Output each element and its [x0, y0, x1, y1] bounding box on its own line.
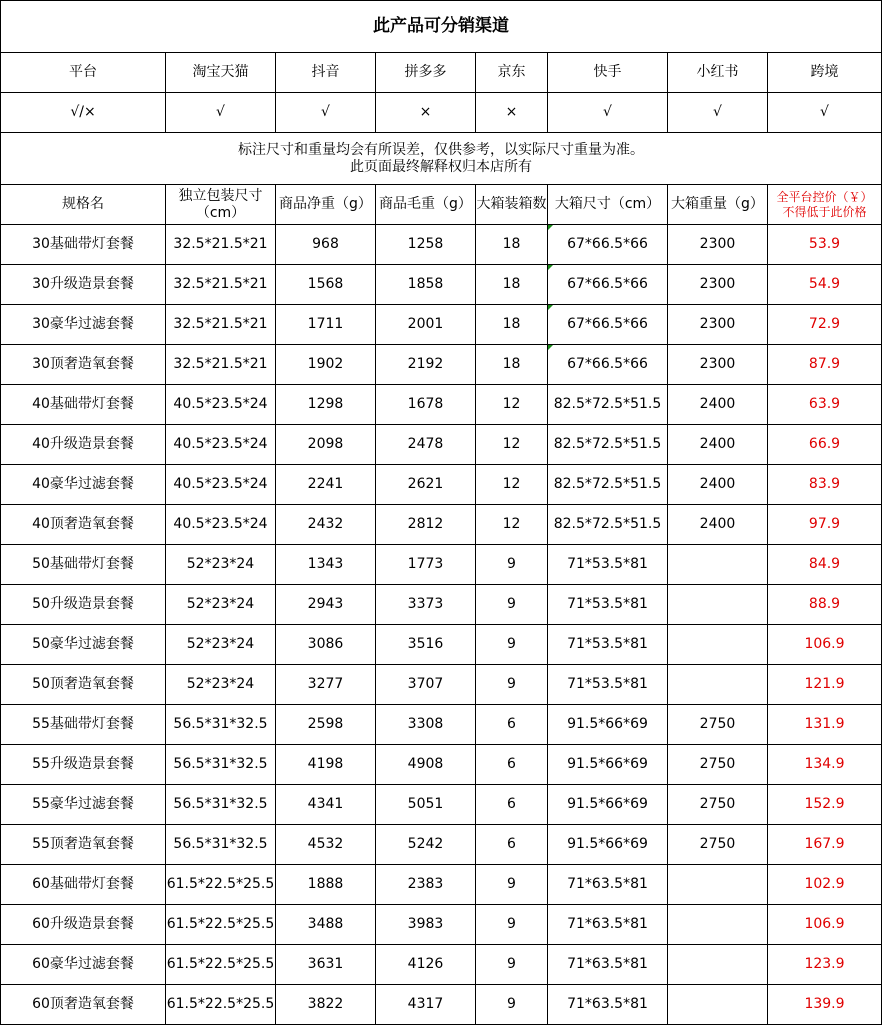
cell-pack-size: 52*23*24	[166, 545, 276, 585]
cell-net-weight: 1888	[276, 865, 376, 905]
col-header-box-size: 大箱尺寸（cm）	[548, 185, 668, 225]
cell-net-weight: 2241	[276, 465, 376, 505]
cell-box-size: 82.5*72.5*51.5	[548, 505, 668, 545]
cell-pack-size: 56.5*31*32.5	[166, 785, 276, 825]
platform-taobao: 淘宝天猫	[166, 53, 276, 93]
availability-xiaohongshu: √	[668, 93, 768, 133]
cell-name: 30基础带灯套餐	[1, 225, 166, 265]
cell-box-size: 71*63.5*81	[548, 945, 668, 985]
cell-price: 54.9	[768, 265, 882, 305]
note-row	[1, 133, 882, 185]
cell-net-weight: 2598	[276, 705, 376, 745]
cell-box-weight: 2750	[668, 785, 768, 825]
cell-name: 60基础带灯套餐	[1, 865, 166, 905]
cell-name: 60升级造景套餐	[1, 905, 166, 945]
cell-price: 53.9	[768, 225, 882, 265]
cell-price: 139.9	[768, 985, 882, 1025]
cell-name: 50顶奢造氧套餐	[1, 665, 166, 705]
table-row	[1, 425, 882, 465]
cell-price: 83.9	[768, 465, 882, 505]
cell-net-weight: 4341	[276, 785, 376, 825]
col-header-box-weight: 大箱重量（g）	[668, 185, 768, 225]
cell-box-weight: 2750	[668, 825, 768, 865]
cell-name: 55豪华过滤套餐	[1, 785, 166, 825]
cell-net-weight: 968	[276, 225, 376, 265]
cell-price: 72.9	[768, 305, 882, 345]
cell-price: 88.9	[768, 585, 882, 625]
cell-gross-weight: 4126	[376, 945, 476, 985]
cell-box-size: 91.5*66*69	[548, 825, 668, 865]
availability-kuaishou: √	[548, 93, 668, 133]
platform-row	[1, 53, 882, 93]
cell-net-weight: 1298	[276, 385, 376, 425]
availability-douyin: √	[276, 93, 376, 133]
cell-box-size: 67*66.5*66	[548, 305, 668, 345]
cell-gross-weight: 1773	[376, 545, 476, 585]
cell-box-weight	[668, 665, 768, 705]
table-row	[1, 465, 882, 505]
cell-pack-size: 52*23*24	[166, 665, 276, 705]
cell-box-size: 91.5*66*69	[548, 745, 668, 785]
table-row	[1, 705, 882, 745]
platform-jd: 京东	[476, 53, 548, 93]
cell-box-weight: 2300	[668, 265, 768, 305]
cell-gross-weight: 2383	[376, 865, 476, 905]
availability-pinduoduo: ×	[376, 93, 476, 133]
cell-gross-weight: 3516	[376, 625, 476, 665]
cell-pack-size: 56.5*31*32.5	[166, 745, 276, 785]
cell-box-count: 9	[476, 945, 548, 985]
cell-name: 60顶奢造氧套餐	[1, 985, 166, 1025]
cell-pack-size: 61.5*22.5*25.5	[166, 865, 276, 905]
note-line-2: 此页面最终解释权归本店所有	[350, 158, 532, 175]
cell-box-weight	[668, 905, 768, 945]
cell-net-weight: 2943	[276, 585, 376, 625]
cell-price: 84.9	[768, 545, 882, 585]
cell-box-size: 82.5*72.5*51.5	[548, 385, 668, 425]
cell-price: 106.9	[768, 905, 882, 945]
cell-box-size: 71*63.5*81	[548, 985, 668, 1025]
cell-name: 30顶奢造氧套餐	[1, 345, 166, 385]
header-row	[1, 185, 882, 225]
cell-name: 55基础带灯套餐	[1, 705, 166, 745]
cell-box-weight	[668, 545, 768, 585]
cell-gross-weight: 2621	[376, 465, 476, 505]
cell-box-count: 6	[476, 745, 548, 785]
cell-price: 131.9	[768, 705, 882, 745]
cell-net-weight: 4198	[276, 745, 376, 785]
cell-gross-weight: 4317	[376, 985, 476, 1025]
cell-pack-size: 61.5*22.5*25.5	[166, 945, 276, 985]
cell-box-count: 18	[476, 225, 548, 265]
col-header-gross-weight: 商品毛重（g）	[376, 185, 476, 225]
note-line-1: 标注尺寸和重量均会有所误差，仅供参考，以实际尺寸重量为准。	[238, 141, 644, 158]
cell-price: 167.9	[768, 825, 882, 865]
col-header-name: 规格名	[1, 185, 166, 225]
table-row	[1, 945, 882, 985]
cell-pack-size: 40.5*23.5*24	[166, 385, 276, 425]
cell-box-weight: 2750	[668, 705, 768, 745]
cell-box-weight: 2300	[668, 305, 768, 345]
cell-box-count: 9	[476, 585, 548, 625]
cell-price: 102.9	[768, 865, 882, 905]
cell-net-weight: 2098	[276, 425, 376, 465]
cell-name: 30豪华过滤套餐	[1, 305, 166, 345]
cell-box-weight: 2400	[668, 385, 768, 425]
table-row	[1, 385, 882, 425]
cell-price: 97.9	[768, 505, 882, 545]
cell-net-weight: 1711	[276, 305, 376, 345]
cell-pack-size: 61.5*22.5*25.5	[166, 905, 276, 945]
cell-net-weight: 3822	[276, 985, 376, 1025]
cell-box-count: 18	[476, 345, 548, 385]
availability-taobao: √	[166, 93, 276, 133]
table-row	[1, 625, 882, 665]
cell-name: 30升级造景套餐	[1, 265, 166, 305]
cell-box-weight: 2300	[668, 345, 768, 385]
platform-xiaohongshu: 小红书	[668, 53, 768, 93]
cell-price: 87.9	[768, 345, 882, 385]
cell-price: 152.9	[768, 785, 882, 825]
cell-price: 63.9	[768, 385, 882, 425]
cell-box-size: 91.5*66*69	[548, 705, 668, 745]
cell-net-weight: 3277	[276, 665, 376, 705]
cell-box-size: 71*53.5*81	[548, 545, 668, 585]
cell-box-count: 6	[476, 785, 548, 825]
table-row	[1, 865, 882, 905]
cell-pack-size: 40.5*23.5*24	[166, 425, 276, 465]
cell-box-count: 9	[476, 625, 548, 665]
cell-box-size: 71*63.5*81	[548, 865, 668, 905]
cell-box-count: 9	[476, 545, 548, 585]
table-row	[1, 505, 882, 545]
table-row	[1, 905, 882, 945]
cell-box-size: 91.5*66*69	[548, 785, 668, 825]
cell-box-size: 67*66.5*66	[548, 225, 668, 265]
cell-box-count: 9	[476, 865, 548, 905]
cell-box-size: 67*66.5*66	[548, 265, 668, 305]
availability-jd: ×	[476, 93, 548, 133]
table-row	[1, 745, 882, 785]
cell-box-count: 12	[476, 425, 548, 465]
cell-name: 50豪华过滤套餐	[1, 625, 166, 665]
cell-gross-weight: 2192	[376, 345, 476, 385]
page-title: 此产品可分销渠道	[1, 1, 882, 53]
cell-gross-weight: 4908	[376, 745, 476, 785]
cell-box-weight	[668, 985, 768, 1025]
cell-net-weight: 1902	[276, 345, 376, 385]
cell-gross-weight: 3983	[376, 905, 476, 945]
cell-gross-weight: 2812	[376, 505, 476, 545]
table-row	[1, 825, 882, 865]
col-header-pack-size: 独立包装尺寸（cm）	[166, 185, 276, 225]
cell-box-weight: 2400	[668, 425, 768, 465]
cell-box-size: 82.5*72.5*51.5	[548, 425, 668, 465]
cell-box-size: 71*63.5*81	[548, 905, 668, 945]
cell-box-count: 9	[476, 905, 548, 945]
platform-label: 平台	[1, 53, 166, 93]
cell-gross-weight: 1858	[376, 265, 476, 305]
table-row	[1, 985, 882, 1025]
cell-name: 55升级造景套餐	[1, 745, 166, 785]
platform-douyin: 抖音	[276, 53, 376, 93]
availability-crossborder: √	[768, 93, 882, 133]
platform-pinduoduo: 拼多多	[376, 53, 476, 93]
cell-name: 40基础带灯套餐	[1, 385, 166, 425]
cell-pack-size: 52*23*24	[166, 585, 276, 625]
cell-box-count: 9	[476, 985, 548, 1025]
cell-pack-size: 56.5*31*32.5	[166, 825, 276, 865]
table-row	[1, 225, 882, 265]
cell-pack-size: 32.5*21.5*21	[166, 265, 276, 305]
cell-name: 40豪华过滤套餐	[1, 465, 166, 505]
cell-net-weight: 3631	[276, 945, 376, 985]
cell-box-count: 12	[476, 465, 548, 505]
cell-box-weight: 2400	[668, 465, 768, 505]
cell-box-count: 12	[476, 385, 548, 425]
cell-net-weight: 3086	[276, 625, 376, 665]
cell-name: 60豪华过滤套餐	[1, 945, 166, 985]
cell-pack-size: 40.5*23.5*24	[166, 505, 276, 545]
col-header-price	[768, 185, 882, 225]
cell-gross-weight: 3707	[376, 665, 476, 705]
cell-box-count: 18	[476, 265, 548, 305]
cell-box-size: 71*53.5*81	[548, 625, 668, 665]
table-row	[1, 305, 882, 345]
table-row	[1, 585, 882, 625]
cell-gross-weight: 1678	[376, 385, 476, 425]
table-row	[1, 545, 882, 585]
cell-gross-weight: 5051	[376, 785, 476, 825]
cell-box-count: 12	[476, 505, 548, 545]
cell-gross-weight: 5242	[376, 825, 476, 865]
table-row	[1, 345, 882, 385]
cell-gross-weight: 1258	[376, 225, 476, 265]
cell-pack-size: 61.5*22.5*25.5	[166, 985, 276, 1025]
col-header-box-count: 大箱装箱数	[476, 185, 548, 225]
cell-box-size: 67*66.5*66	[548, 345, 668, 385]
cell-net-weight: 1568	[276, 265, 376, 305]
cell-price: 66.9	[768, 425, 882, 465]
table-row	[1, 265, 882, 305]
cell-name: 40顶奢造氧套餐	[1, 505, 166, 545]
disclaimer-note	[1, 133, 882, 185]
cell-pack-size: 32.5*21.5*21	[166, 345, 276, 385]
cell-gross-weight: 2478	[376, 425, 476, 465]
cell-name: 50升级造景套餐	[1, 585, 166, 625]
cell-net-weight: 4532	[276, 825, 376, 865]
cell-box-count: 6	[476, 705, 548, 745]
cell-name: 40升级造景套餐	[1, 425, 166, 465]
cell-price: 121.9	[768, 665, 882, 705]
cell-pack-size: 56.5*31*32.5	[166, 705, 276, 745]
table-row	[1, 665, 882, 705]
cell-name: 50基础带灯套餐	[1, 545, 166, 585]
platform-crossborder: 跨境	[768, 53, 882, 93]
cell-box-count: 6	[476, 825, 548, 865]
cell-box-weight	[668, 945, 768, 985]
cell-box-count: 18	[476, 305, 548, 345]
cell-price: 123.9	[768, 945, 882, 985]
cell-pack-size: 32.5*21.5*21	[166, 305, 276, 345]
cell-box-weight: 2300	[668, 225, 768, 265]
price-header-line-2: 不得低于此价格	[782, 204, 867, 219]
availability-row	[1, 93, 882, 133]
cell-box-weight	[668, 585, 768, 625]
cell-gross-weight: 3373	[376, 585, 476, 625]
cell-gross-weight: 2001	[376, 305, 476, 345]
cell-price: 134.9	[768, 745, 882, 785]
cell-box-weight	[668, 625, 768, 665]
availability-legend: √/×	[1, 93, 166, 133]
table-row	[1, 785, 882, 825]
cell-price: 106.9	[768, 625, 882, 665]
col-header-net-weight: 商品净重（g）	[276, 185, 376, 225]
cell-box-weight: 2400	[668, 505, 768, 545]
price-header-line-1: 全平台控价（￥）	[776, 189, 873, 204]
cell-name: 55顶奢造氧套餐	[1, 825, 166, 865]
cell-box-weight	[668, 865, 768, 905]
cell-box-size: 82.5*72.5*51.5	[548, 465, 668, 505]
cell-net-weight: 2432	[276, 505, 376, 545]
platform-kuaishou: 快手	[548, 53, 668, 93]
title-row	[1, 1, 882, 53]
cell-box-size: 71*53.5*81	[548, 665, 668, 705]
cell-pack-size: 32.5*21.5*21	[166, 225, 276, 265]
cell-net-weight: 3488	[276, 905, 376, 945]
cell-net-weight: 1343	[276, 545, 376, 585]
cell-box-size: 71*53.5*81	[548, 585, 668, 625]
cell-pack-size: 40.5*23.5*24	[166, 465, 276, 505]
cell-box-weight: 2750	[668, 745, 768, 785]
cell-gross-weight: 3308	[376, 705, 476, 745]
cell-box-count: 9	[476, 665, 548, 705]
cell-pack-size: 52*23*24	[166, 625, 276, 665]
